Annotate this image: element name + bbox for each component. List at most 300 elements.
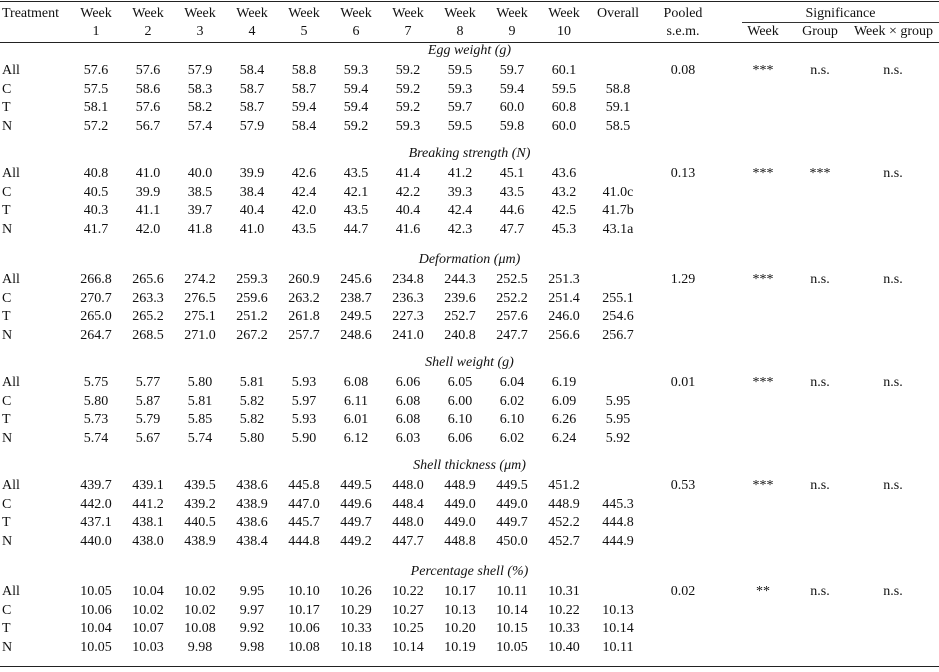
week-value: 59.8	[499, 119, 525, 135]
sem-value: 0.01	[670, 375, 696, 390]
week-value: 270.7	[80, 290, 112, 306]
row-label: C	[2, 602, 12, 618]
week-value: 6.12	[343, 431, 369, 447]
week-value: 6.10	[499, 412, 525, 428]
week-value: 10.20	[444, 621, 476, 637]
week-value: 10.06	[288, 621, 320, 637]
week-value: 5.79	[135, 412, 161, 428]
week-value: 6.08	[343, 375, 369, 390]
sig-group-value: n.s.	[810, 478, 830, 493]
header-week-label: Week	[288, 6, 320, 21]
week-value: 251.3	[548, 272, 580, 287]
week-value: 40.4	[239, 203, 265, 219]
week-value: 5.80	[239, 431, 265, 447]
week-value: 452.7	[548, 534, 580, 550]
week-value: 440.5	[184, 515, 216, 531]
header-week-10	[538, 5, 590, 41]
overall-value: 10.14	[602, 621, 634, 637]
week-value: 449.2	[340, 534, 372, 550]
week-value: 38.5	[187, 184, 213, 200]
week-value: 10.40	[548, 640, 580, 656]
week-value: 438.6	[236, 515, 268, 531]
header-week-5	[278, 5, 330, 41]
table-row	[0, 620, 939, 638]
header-week-3	[174, 5, 226, 41]
overall-value: 41.0c	[602, 184, 634, 200]
section-title: Egg weight (g)	[427, 43, 512, 58]
week-value: 438.4	[236, 534, 268, 550]
week-value: 5.67	[135, 431, 161, 447]
week-value: 6.09	[551, 393, 577, 409]
week-value: 10.08	[184, 621, 216, 637]
section-title: Breaking strength (N)	[408, 146, 531, 161]
week-value: 451.2	[548, 478, 580, 493]
week-value: 6.08	[395, 393, 421, 409]
week-value: 59.5	[447, 119, 473, 135]
week-value: 452.2	[548, 515, 580, 531]
header-sig-interaction: Week × group	[853, 24, 934, 39]
week-value: 256.6	[548, 328, 580, 344]
week-value: 449.6	[340, 496, 372, 512]
week-value: 41.6	[395, 222, 421, 238]
table-row	[0, 327, 939, 345]
week-value: 10.06	[80, 602, 112, 618]
week-value: 257.6	[496, 309, 528, 325]
week-value: 10.05	[80, 584, 112, 599]
week-value: 41.2	[447, 166, 473, 181]
week-value: 57.2	[83, 119, 109, 135]
week-value: 39.9	[135, 184, 161, 200]
week-value: 449.5	[340, 478, 372, 493]
week-value: 6.06	[447, 431, 473, 447]
header-week-number: 4	[248, 24, 256, 39]
week-value: 6.02	[499, 431, 525, 447]
week-value: 5.81	[239, 375, 265, 390]
week-value: 10.17	[288, 602, 320, 618]
week-value: 246.0	[548, 309, 580, 325]
header-week-label: Week	[132, 6, 164, 21]
week-value: 58.1	[83, 100, 109, 116]
week-value: 6.11	[344, 393, 368, 409]
week-value: 263.3	[132, 290, 164, 306]
table-row	[0, 99, 939, 117]
week-value: 261.8	[288, 309, 320, 325]
week-value: 57.6	[135, 100, 161, 116]
sem-value: 0.02	[670, 584, 696, 599]
week-value: 5.82	[239, 393, 265, 409]
week-value: 234.8	[392, 272, 424, 287]
row-label: All	[2, 272, 20, 287]
week-value: 5.75	[83, 375, 109, 390]
week-value: 58.8	[291, 63, 317, 78]
week-value: 448.9	[548, 496, 580, 512]
row-label: N	[2, 119, 13, 135]
week-value: 252.2	[496, 290, 528, 306]
sig-interaction-value: n.s.	[883, 375, 903, 390]
sig-interaction-value: n.s.	[883, 63, 903, 78]
week-value: 42.0	[135, 222, 161, 238]
week-value: 6.10	[447, 412, 473, 428]
header-week-number: 3	[196, 24, 204, 39]
sig-interaction-value: n.s.	[883, 584, 903, 599]
week-value: 42.4	[291, 184, 317, 200]
week-value: 267.2	[236, 328, 268, 344]
row-label: C	[2, 184, 12, 200]
header-week-label: Week	[80, 6, 112, 21]
row-label: N	[2, 640, 13, 656]
table-row	[0, 271, 939, 289]
overall-value: 254.6	[602, 309, 634, 325]
week-value: 10.04	[80, 621, 112, 637]
week-value: 45.3	[551, 222, 577, 238]
week-value: 450.0	[496, 534, 528, 550]
row-label: C	[2, 393, 12, 409]
week-value: 275.1	[184, 309, 216, 325]
week-value: 5.87	[135, 393, 161, 409]
week-value: 438.0	[132, 534, 164, 550]
week-value: 5.80	[187, 375, 213, 390]
week-value: 5.93	[291, 412, 317, 428]
week-value: 42.2	[395, 184, 421, 200]
week-value: 449.5	[496, 478, 528, 493]
week-value: 448.9	[444, 478, 476, 493]
section-title: Percentage shell (%)	[410, 564, 529, 579]
week-value: 6.26	[551, 412, 577, 428]
sig-interaction-value: n.s.	[883, 478, 903, 493]
week-value: 43.6	[551, 166, 577, 181]
week-value: 45.1	[499, 166, 525, 181]
week-value: 441.2	[132, 496, 164, 512]
sig-group-value: n.s.	[810, 375, 830, 390]
bottom-rule	[0, 666, 939, 667]
week-value: 9.95	[239, 584, 265, 599]
week-value: 10.14	[392, 640, 424, 656]
table-row	[0, 202, 939, 220]
week-value: 10.11	[496, 584, 528, 599]
week-value: 58.3	[187, 81, 213, 97]
week-value: 247.7	[496, 328, 528, 344]
overall-value: 5.95	[605, 393, 631, 409]
week-value: 42.0	[291, 203, 317, 219]
week-value: 6.01	[343, 412, 369, 428]
week-value: 448.0	[392, 515, 424, 531]
week-value: 59.2	[395, 81, 421, 97]
week-value: 58.7	[239, 100, 265, 116]
week-value: 260.9	[288, 272, 320, 287]
week-value: 40.8	[83, 166, 109, 181]
week-value: 6.19	[551, 375, 577, 390]
week-value: 10.03	[132, 640, 164, 656]
week-value: 59.7	[499, 63, 525, 78]
header-week-number: 8	[456, 24, 464, 39]
week-value: 10.18	[340, 640, 372, 656]
week-value: 238.7	[340, 290, 372, 306]
header-week-number: 2	[144, 24, 152, 39]
week-value: 59.2	[343, 119, 369, 135]
row-label: T	[2, 203, 11, 219]
overall-value: 5.92	[605, 431, 631, 447]
sig-interaction-value: n.s.	[883, 166, 903, 181]
week-value: 42.1	[343, 184, 369, 200]
week-value: 60.8	[551, 100, 577, 116]
week-value: 248.6	[340, 328, 372, 344]
week-value: 449.7	[340, 515, 372, 531]
table-row	[0, 184, 939, 202]
week-value: 442.0	[80, 496, 112, 512]
week-value: 41.0	[239, 222, 265, 238]
week-value: 444.8	[288, 534, 320, 550]
week-value: 10.14	[496, 602, 528, 618]
header-week-2	[122, 5, 174, 41]
week-value: 449.0	[444, 515, 476, 531]
week-value: 449.0	[496, 496, 528, 512]
week-value: 10.17	[444, 584, 476, 599]
table-row	[0, 411, 939, 429]
week-value: 265.0	[80, 309, 112, 325]
week-value: 10.10	[288, 584, 320, 599]
header-week-number: 7	[404, 24, 412, 39]
table-row	[0, 639, 939, 657]
week-value: 42.4	[447, 203, 473, 219]
week-value: 38.4	[239, 184, 265, 200]
week-value: 227.3	[392, 309, 424, 325]
week-value: 264.7	[80, 328, 112, 344]
week-value: 265.2	[132, 309, 164, 325]
week-value: 57.9	[239, 119, 265, 135]
row-label: C	[2, 290, 12, 306]
row-label: N	[2, 534, 13, 550]
week-value: 10.04	[132, 584, 164, 599]
week-value: 5.93	[291, 375, 317, 390]
week-value: 10.29	[340, 602, 372, 618]
week-value: 6.06	[395, 375, 421, 390]
week-value: 58.2	[187, 100, 213, 116]
week-value: 40.5	[83, 184, 109, 200]
overall-value: 255.1	[602, 290, 634, 306]
sig-group-value: n.s.	[810, 272, 830, 287]
week-value: 41.7	[83, 222, 109, 238]
sig-group-value: n.s.	[810, 63, 830, 78]
row-label: N	[2, 431, 13, 447]
week-value: 5.73	[83, 412, 109, 428]
week-value: 40.4	[395, 203, 421, 219]
table-row	[0, 374, 939, 392]
table-row	[0, 602, 939, 620]
overall-value: 58.8	[605, 81, 631, 97]
week-value: 57.9	[187, 63, 213, 78]
week-value: 6.05	[447, 375, 473, 390]
header-pooled: Pooled	[663, 6, 703, 21]
week-value: 448.8	[444, 534, 476, 550]
week-value: 5.77	[135, 375, 161, 390]
table-row	[0, 118, 939, 136]
week-value: 43.5	[343, 203, 369, 219]
table-row	[0, 533, 939, 551]
week-value: 447.7	[392, 534, 424, 550]
header-sig-week: Week	[747, 24, 779, 39]
week-value: 41.4	[395, 166, 421, 181]
sig-week-value: **	[756, 584, 770, 599]
week-value: 249.5	[340, 309, 372, 325]
week-value: 10.33	[548, 621, 580, 637]
week-value: 59.3	[447, 81, 473, 97]
week-value: 10.05	[80, 640, 112, 656]
week-value: 439.2	[184, 496, 216, 512]
week-value: 6.03	[395, 431, 421, 447]
header-week-number: 6	[352, 24, 360, 39]
week-value: 241.0	[392, 328, 424, 344]
header-week-9	[486, 5, 538, 41]
week-value: 439.1	[132, 478, 164, 493]
week-value: 5.74	[83, 431, 109, 447]
week-value: 42.3	[447, 222, 473, 238]
table-row	[0, 496, 939, 514]
week-value: 59.2	[395, 63, 421, 78]
week-value: 39.9	[239, 166, 265, 181]
header-week-label: Week	[444, 6, 476, 21]
header-week-1	[70, 5, 122, 41]
week-value: 268.5	[132, 328, 164, 344]
row-label: All	[2, 166, 20, 181]
overall-value: 43.1a	[602, 222, 634, 238]
week-value: 58.4	[239, 63, 265, 78]
sig-week-value: ***	[752, 166, 774, 181]
week-value: 10.33	[340, 621, 372, 637]
week-value: 5.82	[239, 412, 265, 428]
row-label: N	[2, 328, 13, 344]
week-value: 44.6	[499, 203, 525, 219]
week-value: 236.3	[392, 290, 424, 306]
row-label: T	[2, 515, 11, 531]
week-value: 42.5	[551, 203, 577, 219]
table-row	[0, 221, 939, 239]
sem-value: 1.29	[670, 272, 696, 287]
row-label: All	[2, 63, 20, 78]
header-week-6	[330, 5, 382, 41]
row-label: T	[2, 621, 11, 637]
table-row	[0, 514, 939, 532]
week-value: 58.7	[291, 81, 317, 97]
week-value: 439.5	[184, 478, 216, 493]
sem-value: 0.13	[670, 166, 696, 181]
week-value: 47.7	[499, 222, 525, 238]
week-value: 276.5	[184, 290, 216, 306]
header-treatment: Treatment	[2, 6, 60, 21]
row-label: N	[2, 222, 13, 238]
row-label: All	[2, 584, 20, 599]
header-week-label: Week	[184, 6, 216, 21]
week-value: 6.00	[447, 393, 473, 409]
header-week-label: Week	[548, 6, 580, 21]
week-value: 10.05	[496, 640, 528, 656]
sig-group-value: ***	[809, 166, 831, 181]
week-value: 10.13	[444, 602, 476, 618]
table-row	[0, 81, 939, 99]
week-value: 57.4	[187, 119, 213, 135]
week-value: 274.2	[184, 272, 216, 287]
week-value: 449.0	[444, 496, 476, 512]
overall-value: 10.11	[602, 640, 634, 656]
sig-week-value: ***	[752, 478, 774, 493]
week-value: 58.7	[239, 81, 265, 97]
week-value: 59.4	[343, 81, 369, 97]
sem-value: 0.53	[670, 478, 696, 493]
week-value: 252.5	[496, 272, 528, 287]
week-value: 5.85	[187, 412, 213, 428]
week-value: 43.5	[499, 184, 525, 200]
sem-value: 0.08	[670, 63, 696, 78]
week-value: 59.4	[499, 81, 525, 97]
header-week-label: Week	[236, 6, 268, 21]
header-week-number: 5	[300, 24, 308, 39]
week-value: 448.4	[392, 496, 424, 512]
week-value: 10.22	[548, 602, 580, 618]
week-value: 59.5	[551, 81, 577, 97]
overall-value: 444.8	[602, 515, 634, 531]
week-value: 440.0	[80, 534, 112, 550]
week-value: 59.7	[447, 100, 473, 116]
overall-value: 5.95	[605, 412, 631, 428]
week-value: 10.26	[340, 584, 372, 599]
week-value: 10.25	[392, 621, 424, 637]
week-value: 58.4	[291, 119, 317, 135]
week-value: 251.2	[236, 309, 268, 325]
week-value: 10.07	[132, 621, 164, 637]
week-value: 10.15	[496, 621, 528, 637]
week-value: 447.0	[288, 496, 320, 512]
week-value: 44.7	[343, 222, 369, 238]
table-row	[0, 165, 939, 183]
week-value: 57.6	[83, 63, 109, 78]
sig-week-value: ***	[752, 272, 774, 287]
week-value: 59.4	[343, 100, 369, 116]
section-title: Deformation (μm)	[418, 252, 521, 267]
week-value: 263.2	[288, 290, 320, 306]
week-value: 57.5	[83, 81, 109, 97]
week-value: 10.02	[184, 584, 216, 599]
row-label: C	[2, 81, 12, 97]
week-value: 59.3	[395, 119, 421, 135]
week-value: 10.22	[392, 584, 424, 599]
table-row	[0, 290, 939, 308]
week-value: 57.6	[135, 63, 161, 78]
header-week-label: Week	[496, 6, 528, 21]
week-value: 9.92	[239, 621, 265, 637]
week-value: 59.5	[447, 63, 473, 78]
row-label: All	[2, 478, 20, 493]
header-week-label: Week	[340, 6, 372, 21]
week-value: 445.8	[288, 478, 320, 493]
table-row	[0, 430, 939, 448]
week-value: 245.6	[340, 272, 372, 287]
top-rule	[0, 1, 939, 2]
section-title: Shell thickness (μm)	[413, 458, 526, 473]
week-value: 252.7	[444, 309, 476, 325]
week-value: 60.0	[551, 119, 577, 135]
week-value: 438.1	[132, 515, 164, 531]
week-value: 259.3	[236, 272, 268, 287]
header-week-7	[382, 5, 434, 41]
week-value: 41.1	[135, 203, 161, 219]
overall-value: 58.5	[605, 119, 631, 135]
section-title: Shell weight (g)	[425, 355, 514, 370]
week-value: 10.27	[392, 602, 424, 618]
week-value: 9.98	[239, 640, 265, 656]
week-value: 5.97	[291, 393, 317, 409]
overall-value: 59.1	[605, 100, 631, 116]
sig-group-value: n.s.	[810, 584, 830, 599]
week-value: 6.08	[395, 412, 421, 428]
